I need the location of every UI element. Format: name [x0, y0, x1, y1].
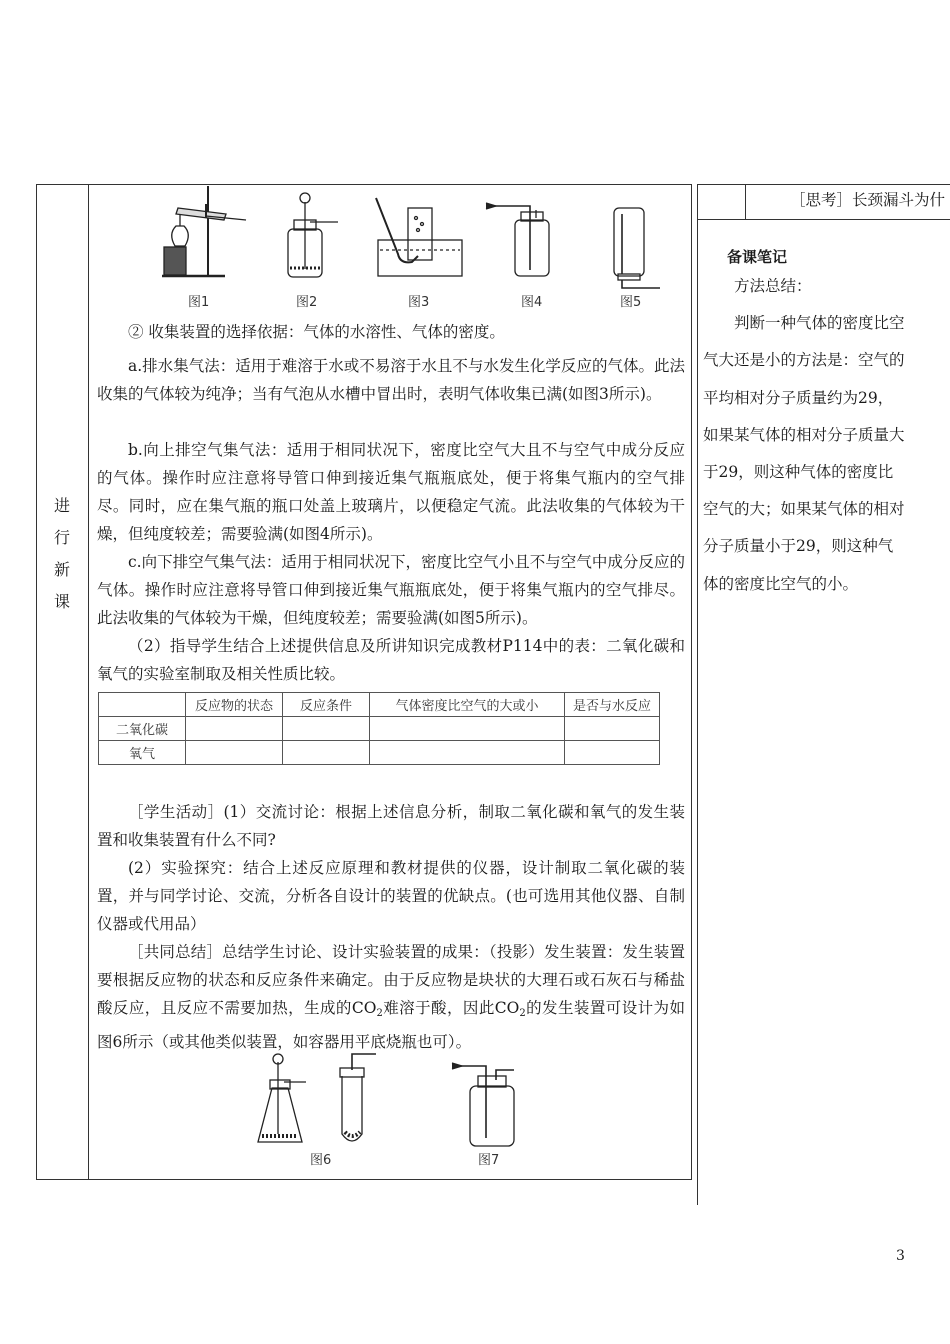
stage-char: 进: [53, 496, 70, 515]
table-header: 反应物的状态: [186, 693, 283, 717]
table-header: 气体密度比空气的大或小: [370, 693, 565, 717]
stage-label: [40, 490, 84, 618]
notes-body: [703, 268, 907, 603]
guide-text: （2）指导学生结合上述提供信息及所讲知识完成教材P114中的表：二氧化碳和氧气的实验室制取及相关性质比较。: [97, 637, 685, 683]
apparatus-figures-1-5: [150, 184, 660, 314]
table-row: [99, 741, 660, 765]
comparison-table: [98, 692, 660, 765]
side-header-divider: [745, 184, 746, 220]
notes-subtitle: 方法总结：: [734, 277, 812, 295]
page-number: 3: [896, 1248, 905, 1264]
method-a: a.排水集气法：适用于难溶于水或不易溶于水且不与水发生化学反应的气体。此法收集的气体较为纯净；当有气泡从水槽中冒出时，表明气体收集已满(如图3所示)。: [97, 357, 685, 403]
fig-caption: 图6: [310, 1153, 332, 1168]
student-activity-1: ［学生活动］(1）交流讨论：根据上述信息分析，制取二氧化碳和氧气的发生装置和收集装置有什么不同?: [97, 803, 685, 849]
column-divider: [88, 184, 89, 1180]
fig-caption: 图3: [408, 295, 430, 310]
notes-content: 判断一种气体的密度比空气大还是小的方法是：空气的平均相对分子质量约为29，如果某气体的相对分子质量大于29，则这种气体的密度比空气的大；如果某气体的相对分子质量小于29，则这种气体的密度比空气的小。: [703, 314, 905, 593]
stage-char: 行: [53, 528, 70, 547]
row-label: 二氧化碳: [99, 717, 186, 741]
fig-caption: 图5: [620, 295, 642, 310]
fig-caption: 图2: [296, 295, 318, 310]
side-column-line: [697, 220, 698, 1205]
apparatus-figures-6-7: [250, 1052, 530, 1172]
summary-text: ［共同总结］总结学生讨论、设计实验装置的成果：（投影）发生装置：发生装置要根据反应物的状态和反应条件来确定。由于反应物是块状的大理石或石灰石与稀盐酸反应，且反应不需要加热，生成的$CO_2$难溶于酸，因此$CO_2$的发生装置可设计为如图6所示（或其他类似装置，如容器用平底烧瓶也可）。: [97, 943, 685, 1051]
stage-char: 新: [53, 560, 70, 579]
collect-basis: ② 收集装置的选择依据：气体的水溶性、气体的密度。: [128, 323, 505, 341]
method-b: b.向上排空气集气法：适用于相同状况下，密度比空气大且不与空气中成分反应的气体。操作时应注意将导管口伸到接近集气瓶瓶底处，便于将集气瓶内的空气排尽。同时，应在集气瓶的瓶口处盖上玻璃片，以便稳定气流。此法收集的气体较为干燥，但纯度较差；需要验满(如图4所示)。: [97, 441, 685, 543]
side-think-note: ［思考］长颈漏斗为什: [790, 191, 946, 209]
method-c: c.向下排空气集气法：适用于相同状况下，密度比空气小且不与空气中成分反应的气体。操作时应注意将导管口伸到接近集气瓶瓶底处，便于将集气瓶内的空气排尽。此法收集的气体较为干燥，但纯度较差；需要验满(如图5所示)。: [97, 553, 685, 627]
row-label: 氧气: [99, 741, 186, 765]
notes-title: 备课笔记: [727, 248, 788, 266]
table-row: [99, 717, 660, 741]
table-header: [99, 693, 186, 717]
student-activity-2: (2）实验探究：结合上述反应原理和教材提供的仪器，设计制取二氧化碳的装置，并与同学讨论、交流，分析各自设计的装置的优缺点。(也可选用其他仪器、自制仪器或代用品）: [97, 859, 685, 933]
fig-caption: 图7: [478, 1153, 500, 1168]
table-header: 是否与水反应: [565, 693, 660, 717]
table-header: 反应条件: [283, 693, 370, 717]
fig-caption: 图1: [188, 295, 210, 310]
lamp-block: [164, 247, 186, 275]
table-header-row: [99, 693, 660, 717]
stage-char: 课: [53, 592, 70, 611]
fig-caption: 图4: [521, 295, 543, 310]
